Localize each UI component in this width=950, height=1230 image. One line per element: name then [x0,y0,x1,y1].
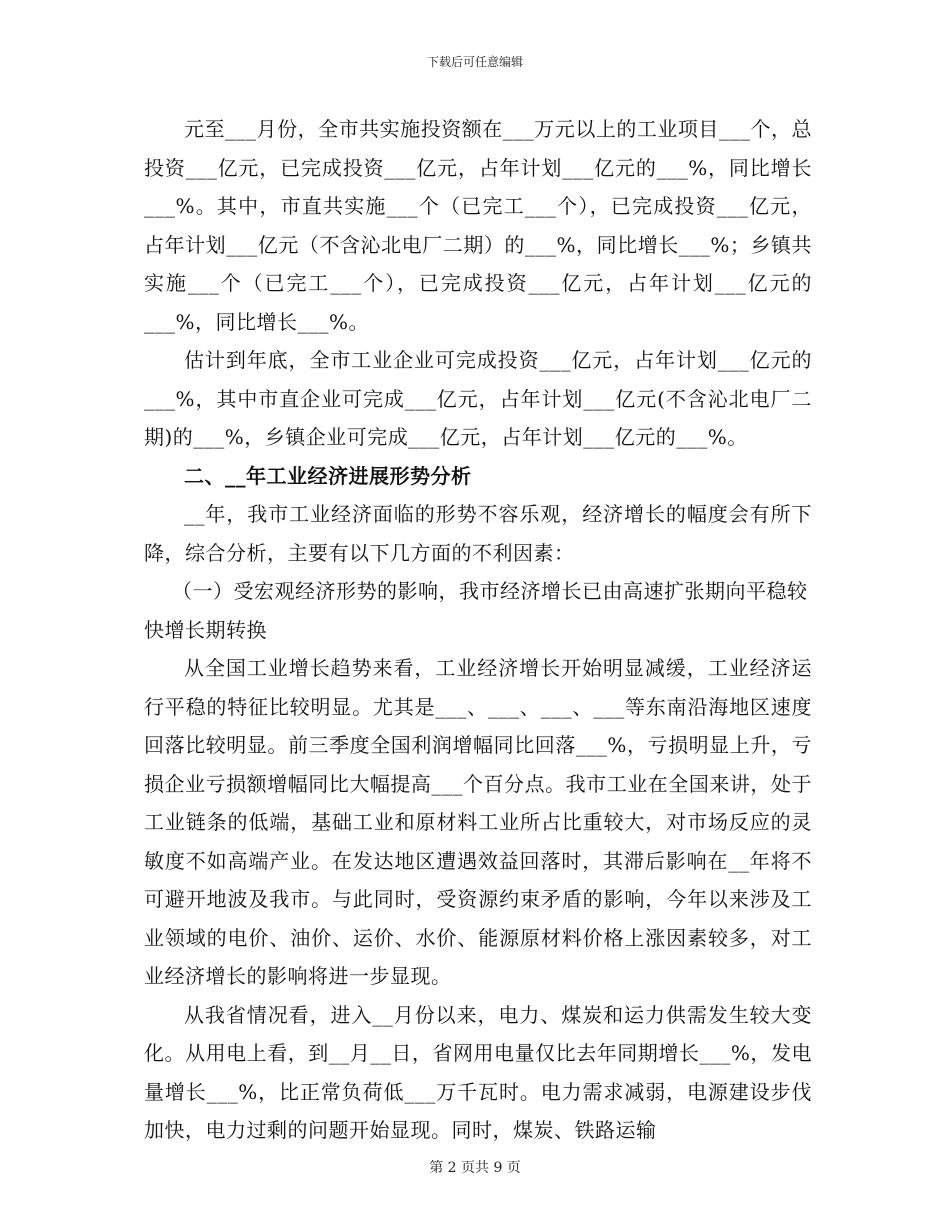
page-number: 第 2 页共 9 页 [429,1160,521,1176]
paragraph-year-end-estimate: 估计到年底，全市工业企业可完成投资___亿元，占年计划___亿元的___%，其中市直企业可完成___亿元，占年计划___亿元(不含沁北电厂二期)的___%，乡镇企业可完成___亿元，占年计划___亿元的___%。 [144,348,812,449]
paragraph-outlook-intro: __年，我市工业经济面临的形势不容乐观，经济增长的幅度会有所下降，综合分析，主要有以下几方面的不利因素： [144,502,812,565]
paragraph-investment-summary: 元至___月份，全市共实施投资额在___万元以上的工业项目___个，总投资___亿元，已完成投资___亿元，占年计划___亿元的___%，同比增长___%。其中，市直共实施___个（已完工___个），已完成投资___亿元，占年计划___亿元（不含沁北电厂二期）的___%，同比增长___%；乡镇共实施___个（已完工___个），已完成投资___亿元，占年计划___亿元的___%，同比增长___%。 [144,117,812,334]
paragraph-national-trend: 从全国工业增长趋势来看，工业经济增长开始明显减缓，工业经济运行平稳的特征比较明显。尤其是___、___、___、___等东南沿海地区速度回落比较明显。前三季度全国利润增幅同比回落___%，亏损明显上升，亏损企业亏损额增幅同比大幅提高___个百分点。我市工业在全国来讲，处于工业链条的低端，基础工业和原材料工业所占比重较大，对市场反应的灵敏度不如高端产业。在发达地区遭遇效益回落时，其滞后影响在__年将不可避开地波及我市。与此同时，受资源约束矛盾的影响，今年以来涉及工业领域的电价、油价、运价、水价、能源原材料价格上涨因素较多，对工业经济增长的影响将进一步显现。 [144,656,812,988]
paragraph-provincial-situation: 从我省情况看，进入__月份以来，电力、煤炭和运力供需发生较大变化。从用电上看，到__月__日，省网用电量仅比去年同期增长___%，发电量增长___%，比正常负荷低___万千瓦时。电力需求减弱，电源建设步伐加快，电力过剩的问题开始显现。同时，煤炭、铁路运输 [144,1002,812,1142]
section-heading: 二、__年工业经济进展形势分析 [184,463,472,488]
subsection-heading: （一）受宏观经济形势的影响，我市经济增长已由高速扩张期向平稳较快增长期转换 [144,579,808,642]
document-body [144,110,812,1150]
page-header: 下载后可任意编辑 [426,55,523,69]
